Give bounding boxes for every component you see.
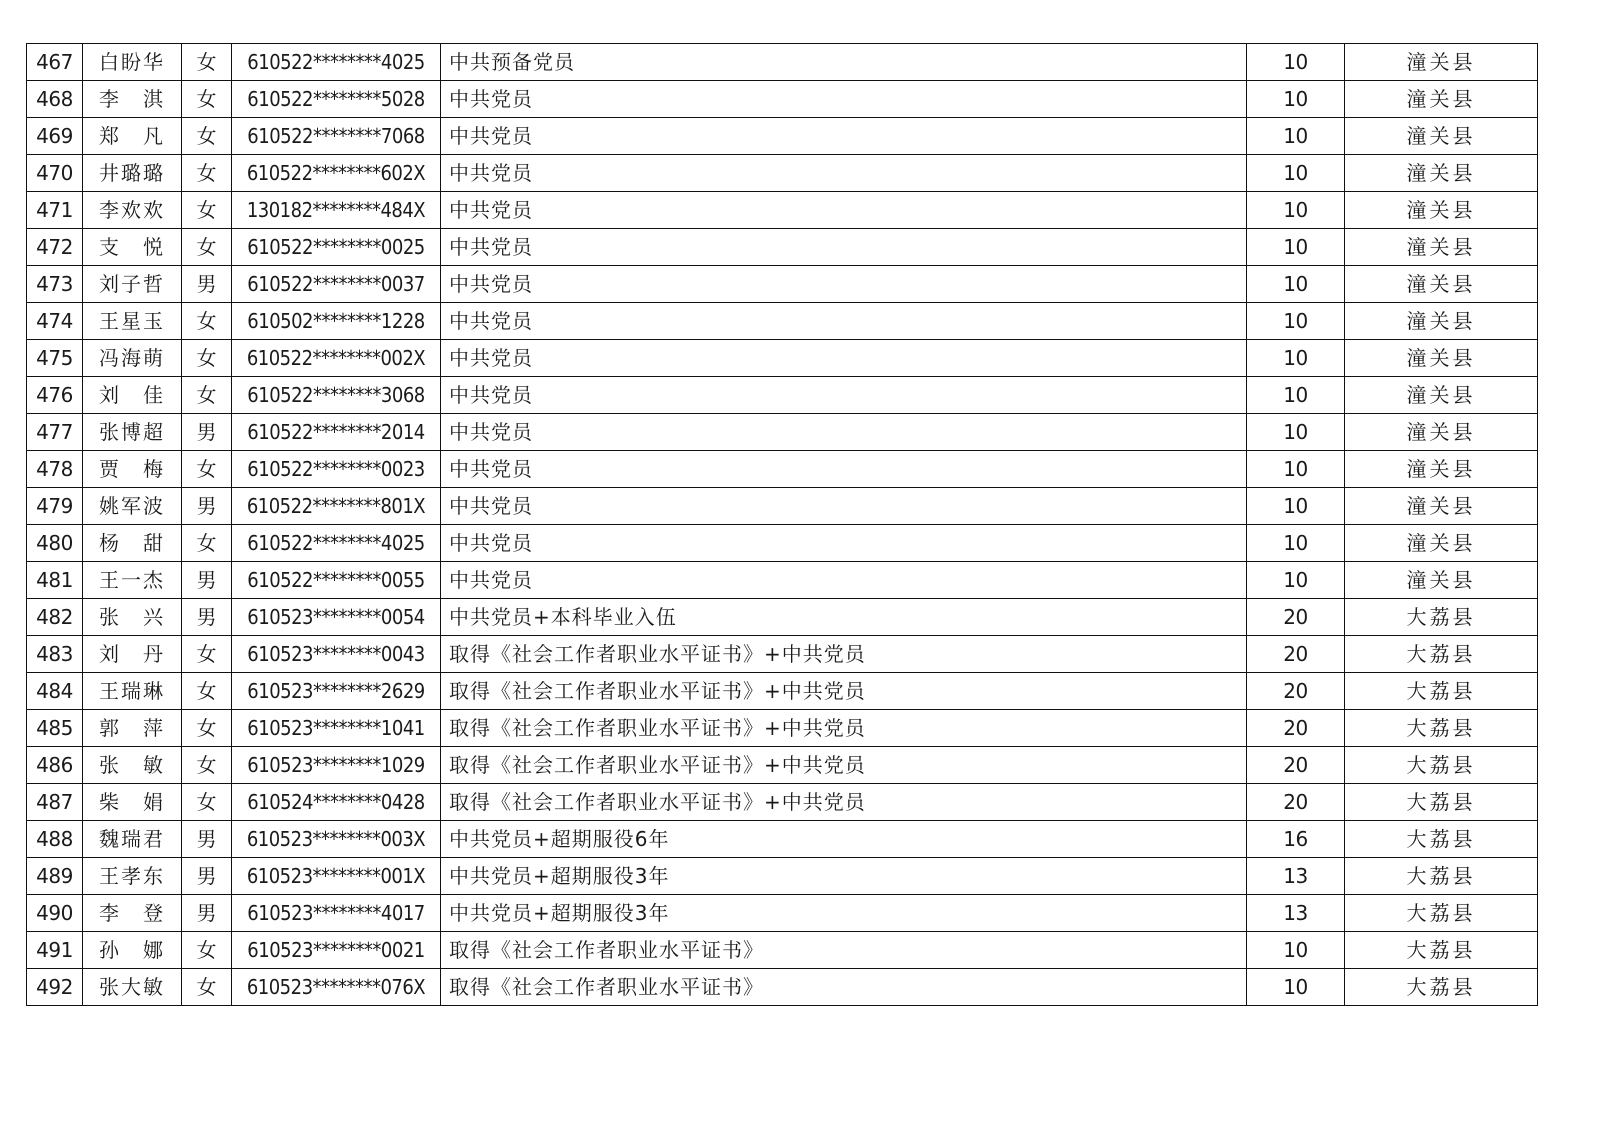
table-row	[27, 81, 1538, 118]
table-row	[27, 895, 1538, 932]
name-cell: 张 兴	[83, 599, 182, 636]
qualification-cell: 中共党员	[441, 340, 1247, 377]
id-number-cell: 610523********4017	[232, 895, 441, 932]
county-cell: 大荔县	[1345, 932, 1538, 969]
county-cell: 潼关县	[1345, 229, 1538, 266]
row-number: 472	[27, 229, 83, 266]
table-body	[27, 44, 1538, 1006]
score-cell: 10	[1247, 932, 1345, 969]
score-cell: 20	[1247, 710, 1345, 747]
gender-cell: 女	[182, 969, 232, 1006]
table-row	[27, 858, 1538, 895]
qualification-cell: 中共党员	[441, 303, 1247, 340]
county-cell: 潼关县	[1345, 192, 1538, 229]
table-row	[27, 821, 1538, 858]
county-cell: 潼关县	[1345, 525, 1538, 562]
table-row	[27, 525, 1538, 562]
qualification-cell: 取得《社会工作者职业水平证书》+中共党员	[441, 784, 1247, 821]
county-cell: 大荔县	[1345, 858, 1538, 895]
gender-cell: 女	[182, 44, 232, 81]
gender-cell: 女	[182, 784, 232, 821]
name-cell: 王孝东	[83, 858, 182, 895]
id-number-cell: 610523********1041	[232, 710, 441, 747]
gender-cell: 女	[182, 673, 232, 710]
table-row	[27, 414, 1538, 451]
row-number: 481	[27, 562, 83, 599]
table-row	[27, 488, 1538, 525]
score-cell: 10	[1247, 562, 1345, 599]
table-row	[27, 118, 1538, 155]
gender-cell: 女	[182, 377, 232, 414]
id-number-cell: 610522********5028	[232, 81, 441, 118]
score-cell: 10	[1247, 266, 1345, 303]
county-cell: 大荔县	[1345, 710, 1538, 747]
score-cell: 20	[1247, 636, 1345, 673]
id-number-cell: 610522********0037	[232, 266, 441, 303]
row-number: 490	[27, 895, 83, 932]
id-number-cell: 610502********1228	[232, 303, 441, 340]
score-cell: 10	[1247, 118, 1345, 155]
row-number: 488	[27, 821, 83, 858]
id-number-cell: 610523********1029	[232, 747, 441, 784]
score-cell: 10	[1247, 451, 1345, 488]
table-row	[27, 747, 1538, 784]
score-cell: 20	[1247, 599, 1345, 636]
county-cell: 潼关县	[1345, 155, 1538, 192]
id-number-cell: 610522********7068	[232, 118, 441, 155]
qualification-cell: 取得《社会工作者职业水平证书》+中共党员	[441, 673, 1247, 710]
row-number: 477	[27, 414, 83, 451]
name-cell: 李欢欢	[83, 192, 182, 229]
score-cell: 10	[1247, 340, 1345, 377]
score-cell: 10	[1247, 44, 1345, 81]
county-cell: 大荔县	[1345, 636, 1538, 673]
gender-cell: 男	[182, 858, 232, 895]
name-cell: 王瑞琳	[83, 673, 182, 710]
table-row	[27, 340, 1538, 377]
id-number-cell: 610522********4025	[232, 44, 441, 81]
county-cell: 大荔县	[1345, 895, 1538, 932]
county-cell: 潼关县	[1345, 118, 1538, 155]
name-cell: 郭 萍	[83, 710, 182, 747]
candidate-table	[26, 43, 1538, 1006]
table-row	[27, 599, 1538, 636]
county-cell: 潼关县	[1345, 340, 1538, 377]
qualification-cell: 取得《社会工作者职业水平证书》+中共党员	[441, 747, 1247, 784]
qualification-cell: 中共党员	[441, 266, 1247, 303]
name-cell: 刘 丹	[83, 636, 182, 673]
table-row	[27, 969, 1538, 1006]
score-cell: 10	[1247, 192, 1345, 229]
table-row	[27, 636, 1538, 673]
id-number-cell: 610522********0025	[232, 229, 441, 266]
name-cell: 贾 梅	[83, 451, 182, 488]
name-cell: 井璐璐	[83, 155, 182, 192]
county-cell: 潼关县	[1345, 377, 1538, 414]
row-number: 487	[27, 784, 83, 821]
name-cell: 张 敏	[83, 747, 182, 784]
qualification-cell: 中共党员	[441, 562, 1247, 599]
row-number: 469	[27, 118, 83, 155]
id-number-cell: 610522********0023	[232, 451, 441, 488]
row-number: 492	[27, 969, 83, 1006]
row-number: 471	[27, 192, 83, 229]
name-cell: 王星玉	[83, 303, 182, 340]
score-cell: 20	[1247, 784, 1345, 821]
qualification-cell: 中共党员	[441, 525, 1247, 562]
id-number-cell: 610522********4025	[232, 525, 441, 562]
county-cell: 大荔县	[1345, 784, 1538, 821]
row-number: 474	[27, 303, 83, 340]
gender-cell: 女	[182, 710, 232, 747]
gender-cell: 女	[182, 303, 232, 340]
county-cell: 潼关县	[1345, 266, 1538, 303]
gender-cell: 女	[182, 340, 232, 377]
row-number: 486	[27, 747, 83, 784]
gender-cell: 男	[182, 821, 232, 858]
id-number-cell: 610523********076X	[232, 969, 441, 1006]
qualification-cell: 中共预备党员	[441, 44, 1247, 81]
county-cell: 潼关县	[1345, 303, 1538, 340]
county-cell: 大荔县	[1345, 599, 1538, 636]
gender-cell: 女	[182, 155, 232, 192]
gender-cell: 男	[182, 895, 232, 932]
id-number-cell: 610522********2014	[232, 414, 441, 451]
qualification-cell: 中共党员	[441, 155, 1247, 192]
score-cell: 10	[1247, 81, 1345, 118]
gender-cell: 男	[182, 266, 232, 303]
table-row	[27, 266, 1538, 303]
table-row	[27, 710, 1538, 747]
gender-cell: 女	[182, 636, 232, 673]
gender-cell: 女	[182, 229, 232, 266]
row-number: 480	[27, 525, 83, 562]
name-cell: 李 登	[83, 895, 182, 932]
score-cell: 16	[1247, 821, 1345, 858]
gender-cell: 男	[182, 488, 232, 525]
row-number: 478	[27, 451, 83, 488]
row-number: 483	[27, 636, 83, 673]
table-row	[27, 44, 1538, 81]
qualification-cell: 取得《社会工作者职业水平证书》	[441, 969, 1247, 1006]
id-number-cell: 610522********602X	[232, 155, 441, 192]
row-number: 473	[27, 266, 83, 303]
county-cell: 潼关县	[1345, 44, 1538, 81]
id-number-cell: 610523********0054	[232, 599, 441, 636]
gender-cell: 女	[182, 747, 232, 784]
gender-cell: 女	[182, 525, 232, 562]
name-cell: 郑 凡	[83, 118, 182, 155]
gender-cell: 男	[182, 599, 232, 636]
county-cell: 潼关县	[1345, 414, 1538, 451]
score-cell: 13	[1247, 895, 1345, 932]
qualification-cell: 中共党员+超期服役6年	[441, 821, 1247, 858]
name-cell: 刘 佳	[83, 377, 182, 414]
row-number: 491	[27, 932, 83, 969]
qualification-cell: 中共党员	[441, 451, 1247, 488]
county-cell: 大荔县	[1345, 673, 1538, 710]
id-number-cell: 610522********002X	[232, 340, 441, 377]
name-cell: 王一杰	[83, 562, 182, 599]
qualification-cell: 取得《社会工作者职业水平证书》+中共党员	[441, 710, 1247, 747]
score-cell: 10	[1247, 525, 1345, 562]
table-row	[27, 229, 1538, 266]
name-cell: 刘子哲	[83, 266, 182, 303]
qualification-cell: 中共党员+超期服役3年	[441, 858, 1247, 895]
id-number-cell: 130182********484X	[232, 192, 441, 229]
id-number-cell: 610523********003X	[232, 821, 441, 858]
gender-cell: 女	[182, 932, 232, 969]
qualification-cell: 中共党员	[441, 229, 1247, 266]
county-cell: 潼关县	[1345, 562, 1538, 599]
county-cell: 潼关县	[1345, 488, 1538, 525]
name-cell: 孙 娜	[83, 932, 182, 969]
row-number: 468	[27, 81, 83, 118]
score-cell: 10	[1247, 303, 1345, 340]
table-row	[27, 673, 1538, 710]
qualification-cell: 取得《社会工作者职业水平证书》	[441, 932, 1247, 969]
county-cell: 潼关县	[1345, 451, 1538, 488]
row-number: 476	[27, 377, 83, 414]
name-cell: 白盼华	[83, 44, 182, 81]
name-cell: 姚军波	[83, 488, 182, 525]
row-number: 482	[27, 599, 83, 636]
id-number-cell: 610524********0428	[232, 784, 441, 821]
row-number: 470	[27, 155, 83, 192]
qualification-cell: 取得《社会工作者职业水平证书》+中共党员	[441, 636, 1247, 673]
id-number-cell: 610522********801X	[232, 488, 441, 525]
name-cell: 张大敏	[83, 969, 182, 1006]
gender-cell: 男	[182, 562, 232, 599]
qualification-cell: 中共党员	[441, 192, 1247, 229]
id-number-cell: 610523********2629	[232, 673, 441, 710]
row-number: 475	[27, 340, 83, 377]
county-cell: 大荔县	[1345, 747, 1538, 784]
table-row	[27, 451, 1538, 488]
row-number: 484	[27, 673, 83, 710]
table-row	[27, 562, 1538, 599]
score-cell: 20	[1247, 673, 1345, 710]
name-cell: 柴 娟	[83, 784, 182, 821]
qualification-cell: 中共党员	[441, 488, 1247, 525]
score-cell: 10	[1247, 155, 1345, 192]
name-cell: 张博超	[83, 414, 182, 451]
gender-cell: 男	[182, 414, 232, 451]
name-cell: 支 悦	[83, 229, 182, 266]
qualification-cell: 中共党员+超期服役3年	[441, 895, 1247, 932]
id-number-cell: 610522********3068	[232, 377, 441, 414]
qualification-cell: 中共党员+本科毕业入伍	[441, 599, 1247, 636]
qualification-cell: 中共党员	[441, 414, 1247, 451]
score-cell: 20	[1247, 747, 1345, 784]
qualification-cell: 中共党员	[441, 118, 1247, 155]
row-number: 485	[27, 710, 83, 747]
county-cell: 大荔县	[1345, 821, 1538, 858]
name-cell: 魏瑞君	[83, 821, 182, 858]
gender-cell: 女	[182, 81, 232, 118]
county-cell: 潼关县	[1345, 81, 1538, 118]
table-row	[27, 303, 1538, 340]
table-row	[27, 377, 1538, 414]
gender-cell: 女	[182, 451, 232, 488]
qualification-cell: 中共党员	[441, 81, 1247, 118]
gender-cell: 女	[182, 118, 232, 155]
table-row	[27, 932, 1538, 969]
name-cell: 冯海萌	[83, 340, 182, 377]
score-cell: 10	[1247, 377, 1345, 414]
table-row	[27, 784, 1538, 821]
score-cell: 13	[1247, 858, 1345, 895]
table-row	[27, 155, 1538, 192]
row-number: 479	[27, 488, 83, 525]
table-row	[27, 192, 1538, 229]
name-cell: 李 淇	[83, 81, 182, 118]
id-number-cell: 610523********0043	[232, 636, 441, 673]
id-number-cell: 610523********001X	[232, 858, 441, 895]
document-page	[26, 43, 1537, 1006]
score-cell: 10	[1247, 229, 1345, 266]
score-cell: 10	[1247, 969, 1345, 1006]
qualification-cell: 中共党员	[441, 377, 1247, 414]
name-cell: 杨 甜	[83, 525, 182, 562]
county-cell: 大荔县	[1345, 969, 1538, 1006]
id-number-cell: 610523********0021	[232, 932, 441, 969]
row-number: 467	[27, 44, 83, 81]
score-cell: 10	[1247, 414, 1345, 451]
gender-cell: 女	[182, 192, 232, 229]
row-number: 489	[27, 858, 83, 895]
id-number-cell: 610522********0055	[232, 562, 441, 599]
score-cell: 10	[1247, 488, 1345, 525]
